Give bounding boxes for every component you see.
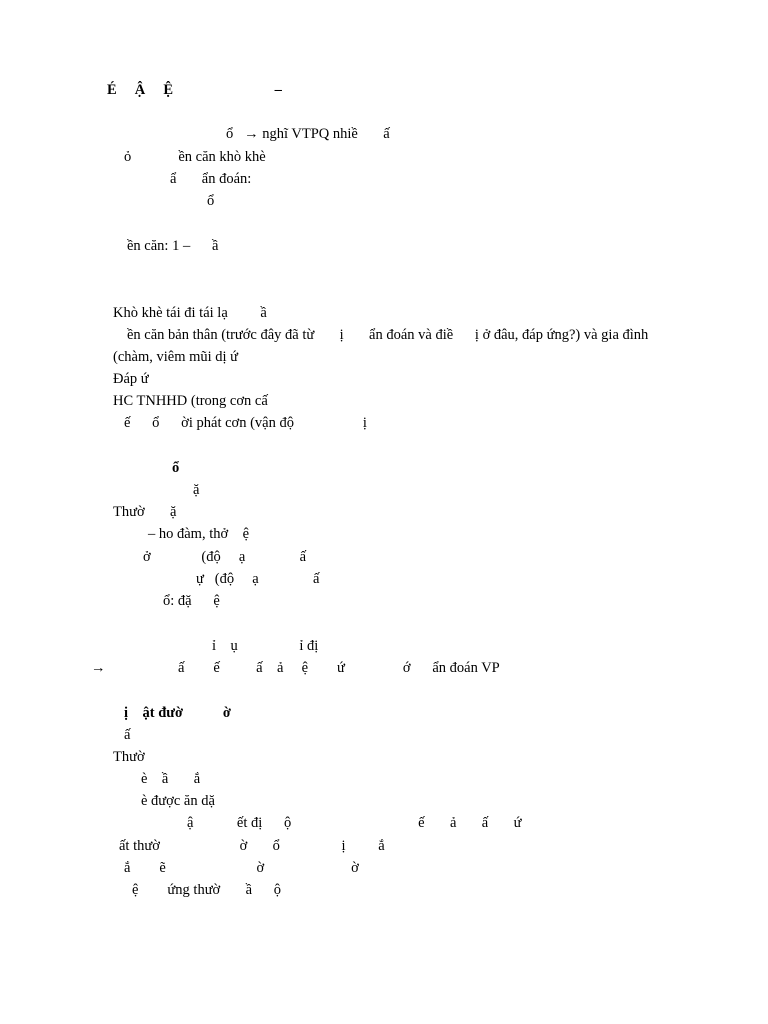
- text-line: ắ ẽ ờ ờ: [124, 860, 359, 876]
- text-line: ỉ ụ ỉ đị: [212, 638, 319, 654]
- text-line: ấ: [124, 727, 131, 743]
- text-line: è được ăn dặ: [141, 793, 215, 809]
- text-line: ổ: đặ ệ: [163, 593, 220, 609]
- subheading-line: ổ: [172, 460, 180, 476]
- text-line: (chàm, viêm mũi dị ứ: [113, 349, 239, 365]
- arrow-icon: →: [91, 660, 106, 676]
- text-line: è ầ ắ: [141, 771, 201, 787]
- text-line: ở (độ ạ ấ: [143, 549, 307, 565]
- text-line: Khò khè tái đi tái lạ ầ: [113, 305, 267, 321]
- text-line: ẩ ẩn đoán:: [170, 171, 252, 187]
- text-line: HC TNHHD (trong cơn cấ: [113, 393, 268, 409]
- subheading-line: ị ật đườ ờ: [124, 705, 231, 721]
- text-line: ền căn bản thân (trước đây đã từ ị ẩn đoán và điề ị ở đâu, đáp ứng?) và gia đình: [127, 327, 649, 343]
- text-line: ặ: [193, 482, 200, 498]
- text-line: ền căn: 1 – ầ: [127, 238, 219, 254]
- text-line: ấ ế ấ ả ệ ứ ớ ẩn đoán VP: [178, 660, 500, 676]
- text-line: ổ: [207, 193, 215, 209]
- text-line: ỏ ền căn khò khè: [124, 149, 266, 165]
- heading-line: É Ậ Ệ –: [107, 82, 282, 98]
- text-line: ệ ứng thườ ầ ộ: [132, 882, 282, 898]
- text-line: Thườ ặ: [113, 504, 177, 520]
- text-line: ậ ết đị ộ ế ả ấ ứ: [187, 815, 522, 831]
- text-line: Đáp ứ: [113, 371, 149, 387]
- text-line: ổ → nghĩ VTPQ nhiề ấ: [226, 126, 390, 142]
- text-line: ất thườ ờ ổ ị ắ: [119, 838, 385, 854]
- text-line: ự (độ ạ ấ: [196, 571, 320, 587]
- text-line: Thườ: [113, 749, 145, 765]
- text-line: ế ổ ời phát cơn (vận độ ị: [124, 415, 367, 431]
- text-line: – ho đàm, thở ệ: [148, 526, 250, 542]
